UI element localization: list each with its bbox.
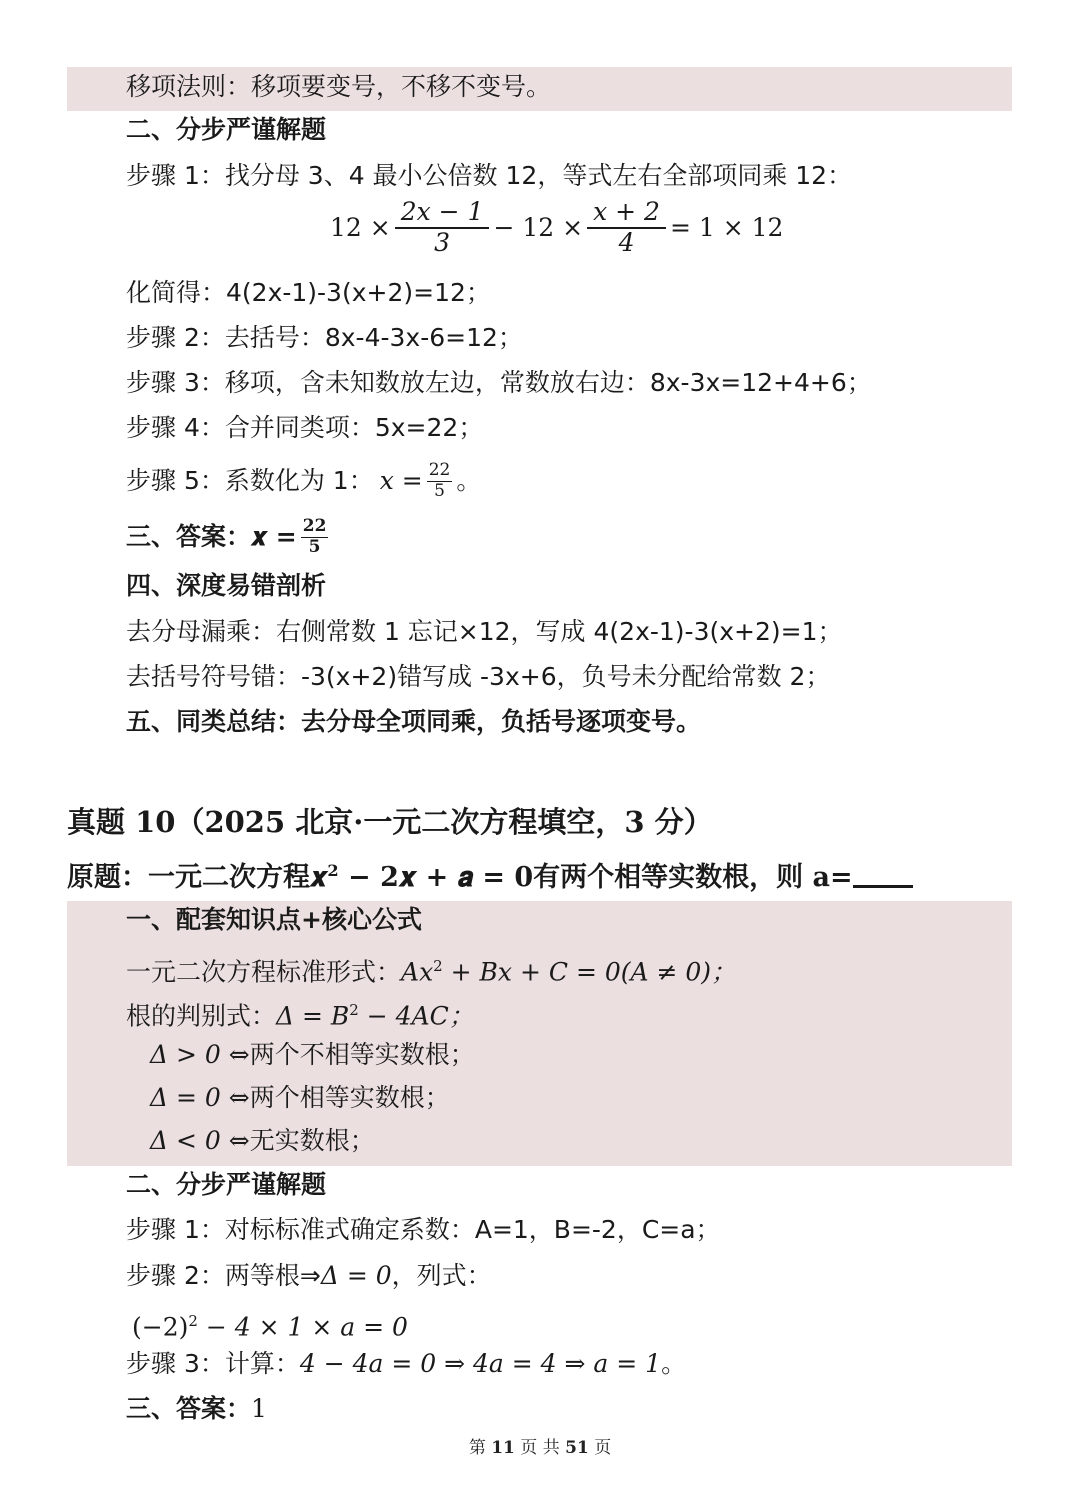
footer-page-number: 11: [491, 1438, 515, 1458]
q10-step-2: [126, 1261, 492, 1291]
orig-suffix: 有两个相等实数根，则 a=: [533, 862, 853, 893]
footer-prefix: 第: [468, 1438, 486, 1458]
transpose-rule: 移项法则：移项要变号，不移不变号。: [126, 72, 552, 101]
q9-step-1: 步骤 1：找分母 3、4 最小公倍数 12，等式左右全部项同乘 12：: [126, 161, 853, 190]
fraction-1: [395, 198, 490, 258]
footer-total-pages: 51: [565, 1438, 589, 1458]
q9-error-1: 去分母漏乘：右侧常数 1 忘记×12，写成 4(2x-1)-3(x+2)=1；: [126, 617, 843, 646]
answer-lhs: 𝒙 =: [251, 522, 297, 551]
discriminant-sup: 2: [349, 1001, 359, 1019]
q10-section-1-title: 一、配套知识点+核心公式: [126, 905, 422, 934]
orig-eq-sup: 2: [327, 861, 339, 880]
orig-eq-x: 𝒙: [310, 862, 328, 893]
q9-answer: [126, 510, 332, 564]
discriminant-label: 根的判别式：: [126, 1001, 277, 1031]
standard-form-eq-b: + 𝐵𝑥 + 𝐶 = 0(𝐴 ≠ 0)；: [442, 957, 737, 987]
q10-title: 真题 10（2025 北京·一元二次方程填空，3 分）: [67, 805, 713, 839]
case-positive: [150, 1040, 475, 1070]
eq-term-2: − 12 ×: [493, 213, 584, 243]
fraction-1-numerator: 2𝑥 − 1: [395, 198, 490, 229]
q10-step-2-label: 步骤 2：两等根⇒: [126, 1261, 321, 1290]
q10-equation-sup: 2: [188, 1312, 198, 1330]
q9-section-4-title: 四、深度易错剖析: [126, 571, 327, 600]
q10-equation: [132, 1306, 408, 1342]
q10-step-3-math: 4 − 4𝑎 = 0 ⇒ 4𝑎 = 4 ⇒ 𝑎 = 1: [299, 1349, 662, 1378]
q9-step-3: 步骤 3：移项，含未知数放左边，常数放右边：8x-3x=12+4+6；: [126, 368, 872, 397]
answer-numerator: 22: [302, 515, 327, 536]
step-5-lhs: 𝑥 =: [379, 466, 423, 495]
q9-equation: [330, 198, 783, 258]
case-zero: [150, 1083, 450, 1113]
q10-answer-label: 三、答案：: [126, 1394, 252, 1423]
eq-term-1: 12 ×: [330, 213, 391, 243]
case-positive-math: 𝛥 > 0 ⇔: [150, 1040, 250, 1069]
fraction-1-denominator: 3: [434, 227, 451, 257]
step-5-fraction: [427, 461, 453, 501]
case-positive-text: 两个不相等实数根；: [249, 1040, 475, 1069]
q10-equation-b: − 4 × 1 × 𝑎 = 0: [197, 1312, 408, 1342]
case-negative: [150, 1126, 375, 1156]
footer-mid: 页 共: [520, 1438, 560, 1458]
answer-blank: [853, 861, 913, 888]
orig-prefix: 原题：一元二次方程: [67, 862, 310, 893]
q10-step-3-label: 步骤 3：计算：: [126, 1349, 300, 1378]
standard-form-eq-a: 𝐴𝑥: [401, 957, 434, 987]
q10-answer: [126, 1394, 267, 1424]
case-negative-math: 𝛥 < 0 ⇔: [150, 1126, 250, 1155]
q9-step-4: 步骤 4：合并同类项：5x=22；: [126, 413, 484, 442]
q10-equation-a: (−2): [132, 1312, 189, 1342]
fraction-2-numerator: 𝑥 + 2: [587, 198, 666, 229]
q10-step-3: [126, 1349, 686, 1379]
q9-error-2: 去括号符号错：-3(x+2)错写成 -3x+6，负号未分配给常数 2；: [126, 662, 831, 691]
fraction-2: [587, 198, 666, 258]
q10-section-2-title: 二、分步严谨解题: [126, 1170, 327, 1199]
step-5-denominator: 5: [434, 480, 445, 501]
orig-eq-rest: − 𝟐𝒙 + 𝒂 = 𝟎: [338, 862, 534, 893]
answer-denominator: 5: [308, 536, 321, 557]
case-zero-text: 两个相等实数根；: [249, 1083, 450, 1112]
answer-fraction: [301, 517, 329, 557]
q9-section-2-title: 二、分步严谨解题: [126, 115, 327, 144]
discriminant: [126, 995, 474, 1031]
discriminant-eq-a: 𝛥 = 𝐵: [276, 1001, 350, 1031]
step-5-period: 。: [456, 466, 482, 495]
case-negative-text: 无实数根；: [249, 1126, 375, 1155]
answer-label: 三、答案：: [126, 522, 252, 551]
step-5-numerator: 22: [428, 459, 451, 480]
discriminant-eq-b: − 4𝐴𝐶；: [358, 1001, 474, 1031]
fraction-2-denominator: 4: [618, 227, 635, 257]
q10-answer-value: 1: [251, 1394, 267, 1423]
q10-step-3-suffix: 。: [661, 1349, 687, 1378]
page-footer: [0, 1433, 1080, 1458]
footer-suffix: 页: [594, 1438, 612, 1458]
q10-step-2-math: 𝛥 = 0: [320, 1261, 392, 1290]
q9-summary: 五、同类总结：去分母全项同乘，负括号逐项变号。: [126, 707, 702, 736]
q10-original: [67, 855, 913, 894]
q9-step-5: [126, 455, 481, 507]
eq-rhs: = 1 × 12: [669, 213, 784, 243]
q10-step-1: 步骤 1：对标标准式确定系数：A=1，B=-2，C=a；: [126, 1215, 721, 1244]
standard-form: [126, 951, 736, 987]
step-5-label: 步骤 5：系数化为 1：: [126, 466, 374, 495]
q9-simplify: 化简得：4(2x-1)-3(x+2)=12；: [126, 278, 491, 307]
q10-step-2-suffix: ，列式：: [391, 1261, 492, 1290]
q9-step-2: 步骤 2：去括号：8x-4-3x-6=12；: [126, 323, 523, 352]
standard-form-sup: 2: [433, 957, 443, 975]
case-zero-math: 𝛥 = 0 ⇔: [150, 1083, 250, 1112]
standard-form-label: 一元二次方程标准形式：: [126, 957, 402, 987]
